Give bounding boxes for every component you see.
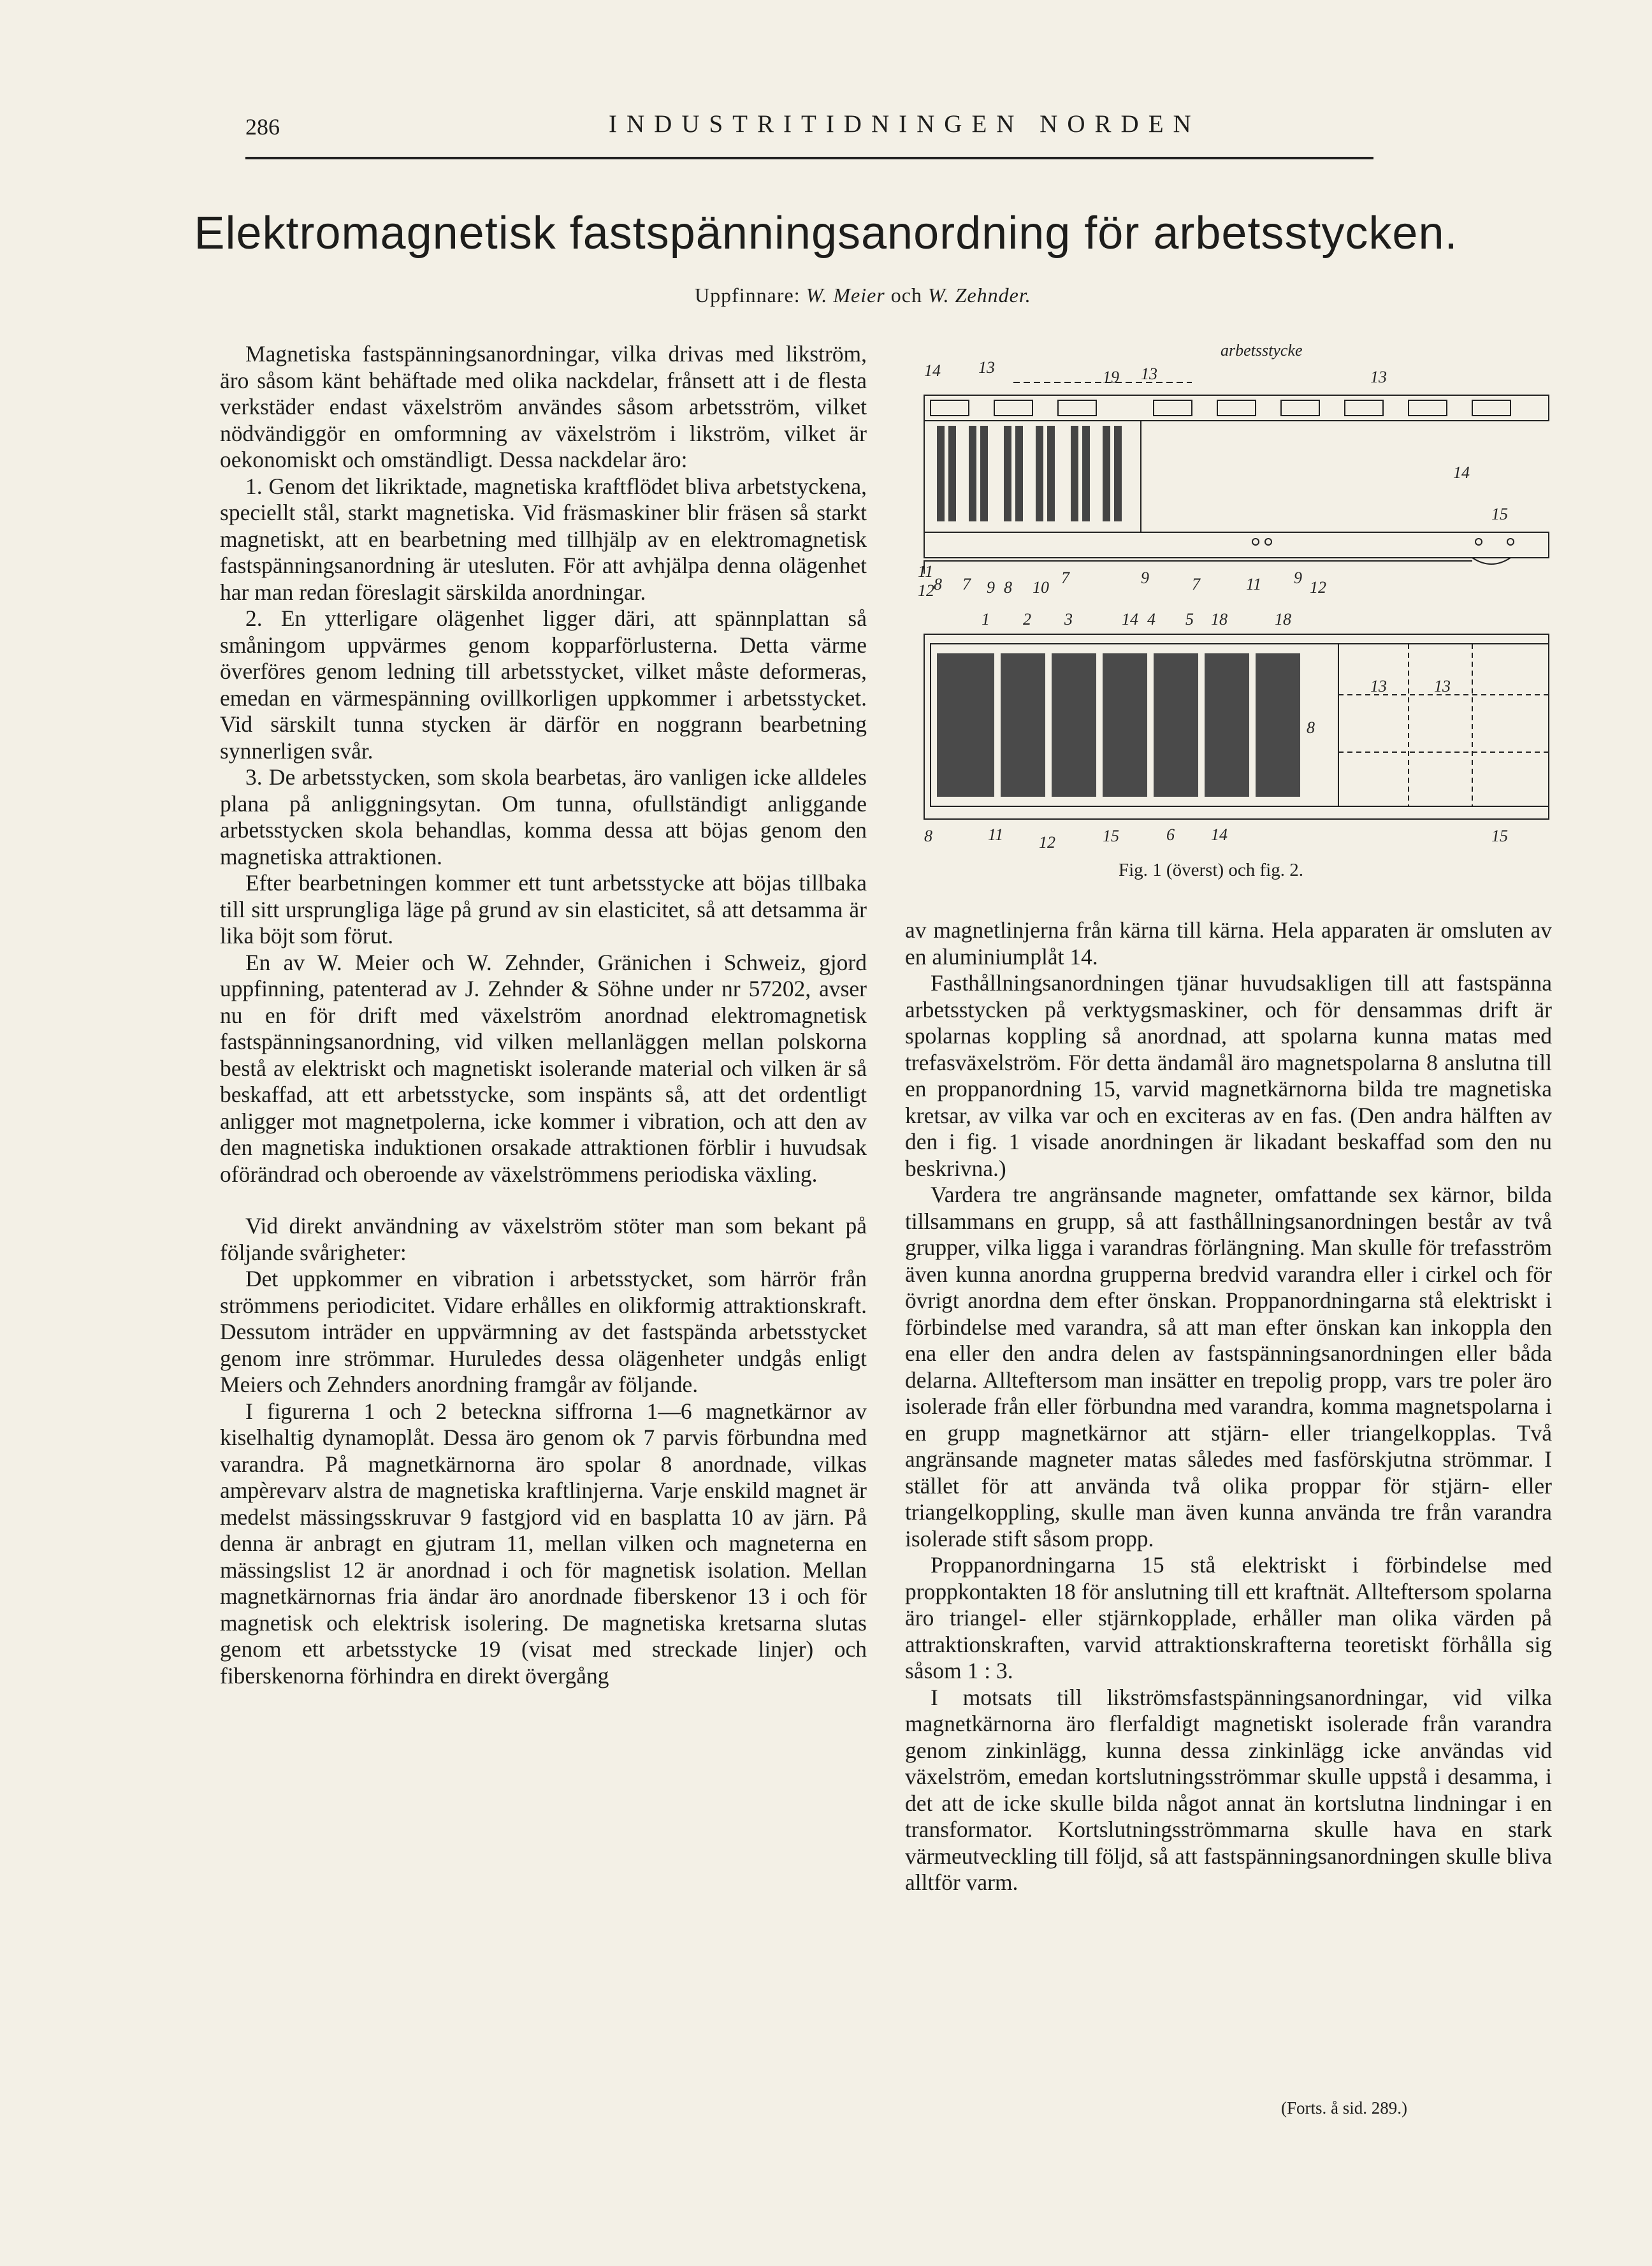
paragraph: Proppanordningarna 15 stå elektriskt i förbindelse med proppkontakten 18 för anslutning till ett kraftnät. Allteftersom spolarna äro triangel- eller stjärnkopplade, erhåller man olika värden på attraktionskraften, varvid attraktionskrafterna teoretiskt förhålla sig såsom 1 : 3. <box>905 1552 1552 1683</box>
svg-text:15: 15 <box>1491 827 1508 845</box>
svg-text:14: 14 <box>924 361 941 380</box>
continuation-note: (Forts. å sid. 289.) <box>1281 2098 1407 2117</box>
svg-text:3: 3 <box>1064 610 1073 628</box>
svg-text:12: 12 <box>918 581 934 600</box>
inventors-line <box>695 284 1031 307</box>
svg-text:7: 7 <box>1061 569 1069 587</box>
article-title: Elektromagnetisk fastspänningsanordning för arbetsstycken. <box>194 208 1458 259</box>
svg-text:13: 13 <box>1370 368 1387 386</box>
figure-drawing <box>911 344 1555 854</box>
svg-text:12: 12 <box>1310 578 1326 597</box>
patent-figure <box>911 344 1555 854</box>
page-number: 286 <box>245 114 280 140</box>
paragraph: Magnetiska fastspänningsanordningar, vilka drivas med likström, äro såsom känt behäftade med olika nackdelar, frånsett att i de flesta verkstäder endast växelström användes såsom arbetsström, vilket nödvändiggör en omformning av växelström i likström, vilket är oekonomiskt och omständligt. Dessa nackdelar äro: <box>220 341 867 472</box>
paragraph: En av W. Meier och W. Zehnder, Gränichen i Schweiz, gjord uppfinning, patenterad av J. Zehnder & Söhne under nr 57202, avser nu en för drift med växelström anordnad elektromagnetisk fastspänningsanordning, vid vilken mellanläggen mellan polskorna bestå av elektriskt och magnetiskt isolerande material och vilken är så beskaffad, att ett arbetsstycke, som inspänts så, att det ordentligt anligger mot magnetpolerna, icke kommer i vibration, och att den av den magnetiska induktionen orsakade attraktionen förblir i huvudsak oförändrad och oberoende av växelströmmens periodiska växling. <box>220 949 867 1187</box>
journal-name: INDUSTRITIDNINGEN NORDEN <box>609 110 1201 138</box>
right-column <box>905 917 1552 1896</box>
svg-text:8: 8 <box>1307 718 1315 737</box>
paragraph: Vardera tre angränsande magneter, omfattande sex kärnor, bilda tillsammans en grupp, så att fasthållningsanordningen består av två grupper, vilka ligga i varandras förlängning. Man skulle för trefasström även kunna anordna grupperna bredvid varandra eller i cirkel och för övrigt anordna dem efter önskan. Proppanordningarna stå elektriskt i förbindelse med varandra, så att man efter önskan kan inkoppla den ena eller den andra delen av fastspänningsanordningen eller båda delarna. Allteftersom man insätter en trepolig propp, vars tre poler äro isolerade från eller förbundna med varandra, komma magnetspolarna i en grupp magnetkärnor att stjärn- eller triangelkopplas. Två angränsande magneter matas således med fasförskjutna strömmar. I stället för att använda två olika proppar för stjärn- eller triangelkoppling, skulle man även kunna använda tre från varandra isolerade stift såsom propp. <box>905 1182 1552 1551</box>
paragraph: I motsats till likströmsfastspänningsanordningar, vid vilka magnetkärnorna äro flerfaldigt magnetiskt isolerade från varandra genom zinkinlägg, kunna dessa zinkinlägg icke användas vid växelström, emedan kortslutningsströmmar skulle uppstå i desamma, i det att de icke skulle bilda något annat än kortslutna lindningar i en transformator. Kortslutningsströmmarna skulle hava en stark värmeutveckling till följd, så att fastspänningsanordningen skulle bliva alltför varm. <box>905 1684 1552 1895</box>
svg-text:14: 14 <box>1453 463 1470 482</box>
svg-text:19: 19 <box>1103 368 1119 386</box>
svg-text:12: 12 <box>1039 833 1055 852</box>
svg-text:18: 18 <box>1211 610 1228 628</box>
svg-text:5: 5 <box>1185 610 1194 628</box>
svg-text:8: 8 <box>924 827 932 845</box>
figure-caption: Fig. 1 (överst) och fig. 2. <box>1119 860 1303 880</box>
svg-text:9: 9 <box>987 578 995 597</box>
running-head <box>245 110 1393 158</box>
svg-text:13: 13 <box>1434 677 1451 695</box>
svg-text:14: 14 <box>1122 610 1138 628</box>
svg-text:18: 18 <box>1275 610 1291 628</box>
paragraph: 2. En ytterligare olägenhet ligger däri, att spännplattan så småningom uppvärmes genom kopparförlusterna. Detta värme överföres genom ledning till arbetsstycket, vilket måste deformeras, emedan en värmespänning ovillkorligen uppkommer i arbetsstycket. Vid särskilt tunna stycken är därför en noggrann bearbetning synnerligen svår. <box>220 606 867 764</box>
paragraph: Vid direkt användning av växelström stöter man som bekant på följande svårigheter: <box>220 1213 867 1265</box>
paragraph: 1. Genom det likriktade, magnetiska kraftflödet bliva arbetstyckena, speciellt stål, starkt magnetiska. Vid fräsmaskiner blir fräsen så starkt magnetiskt, att en bearbetning med tillhjälp av en elektromagnetisk fastspänningsanordning är utesluten. För att avhjälpa denna olägenhet har man redan föreslagit särskilda anordningar. <box>220 473 867 605</box>
svg-text:15: 15 <box>1103 827 1119 845</box>
svg-text:8: 8 <box>1004 578 1012 597</box>
svg-text:13: 13 <box>978 358 995 377</box>
svg-text:14: 14 <box>1211 825 1228 844</box>
svg-text:7: 7 <box>1192 575 1200 593</box>
inventor-1: W. Meier <box>806 284 885 307</box>
paragraph: Det uppkommer en vibration i arbetsstycket, som härrör från strömmens periodicitet. Vidare erhålles en olikformig attraktionskraft. Dessutom inträder en uppvärmning av det fastspända arbetsstycket genom inre strömmar. Huruledes dessa olägenheter undgås enligt Meiers och Zehnders anordning framgår av följande. <box>220 1266 867 1397</box>
svg-text:13: 13 <box>1370 677 1387 695</box>
label-arbetsstycke: arbetsstycke <box>1221 344 1303 360</box>
paragraph: Efter bearbetningen kommer ett tunt arbetsstycke att böjas tillbaka till sitt ursprungliga läge på grund av sin elasticitet, så att detsamma är lika böjt som förut. <box>220 870 867 948</box>
paragraph: Fasthållningsanordningen tjänar huvudsakligen till att fastspänna arbetsstycken på verktygsmaskiner, och för densammas drift är spolarnas koppling så anordnad, att spolarna kunna matas med trefasväxelström. För detta ändamål äro magnetspolarna 8 anslutna till en proppanordning 15, varvid magnetkärnorna bilda tre magnetiska kretsar, av vilka var och en exciteras av en fas. (Den andra hälften av den i fig. 1 visade anordningen är likadant beskaffad som den nu beskrivna.) <box>905 970 1552 1181</box>
svg-text:9: 9 <box>1141 569 1149 587</box>
paragraph: I figurerna 1 och 2 beteckna siffrorna 1—6 magnetkärnor av kiselhaltig dynamoplåt. Dessa äro genom ok 7 parvis förbundna med varandra. På magnetkärnorna äro spolar 8 anordnade, vilkas ampèrevarv alstra de magnetiska kraftlinjerna. Varje enskild magnet är medelst mässingsskruvar 9 fastgjord vid en basplatta 10 av järn. På denna är anbragt en gjutram 11, mellan vilken och magneterna en mässingslist 12 är anordnad i och för magnetisk isolation. Mellan magnetkärnornas fria ändar äro anordnade fiberskenor 13 i och för magnetisk och elektrisk isolering. De magnetiska kretsarna slutas genom ett arbetsstycke 19 (visat med streckade linjer) och fiberskenorna förhindra en direkt övergång <box>220 1398 867 1689</box>
svg-text:15: 15 <box>1491 505 1508 523</box>
left-column <box>220 341 867 1689</box>
svg-text:8: 8 <box>934 575 942 593</box>
svg-text:7: 7 <box>962 575 971 593</box>
svg-text:1: 1 <box>982 610 990 628</box>
svg-text:2: 2 <box>1023 610 1031 628</box>
inventors-and: och <box>890 284 922 307</box>
inventors-label: Uppfinnare: <box>695 284 801 307</box>
svg-text:9: 9 <box>1294 569 1302 587</box>
paragraph: 3. De arbetsstycken, som skola bearbetas, äro vanligen icke alldeles plana på anliggningsytan. Om tunna, ofullständigt anliggande arbetsstycken skola behandlas, komma dessa att böjas genom den magnetiska attraktionen. <box>220 764 867 869</box>
svg-text:10: 10 <box>1032 578 1049 597</box>
svg-text:4: 4 <box>1147 610 1156 628</box>
inventor-2: W. Zehnder. <box>927 284 1031 307</box>
header-rule <box>245 157 1373 159</box>
svg-text:11: 11 <box>1246 575 1262 593</box>
svg-text:11: 11 <box>918 562 934 581</box>
paragraph: av magnetlinjerna från kärna till kärna. Hela apparaten är omsluten av en aluminiumplåt 14. <box>905 917 1552 970</box>
svg-text:11: 11 <box>988 825 1004 844</box>
svg-text:13: 13 <box>1141 365 1157 383</box>
svg-text:6: 6 <box>1166 825 1175 844</box>
